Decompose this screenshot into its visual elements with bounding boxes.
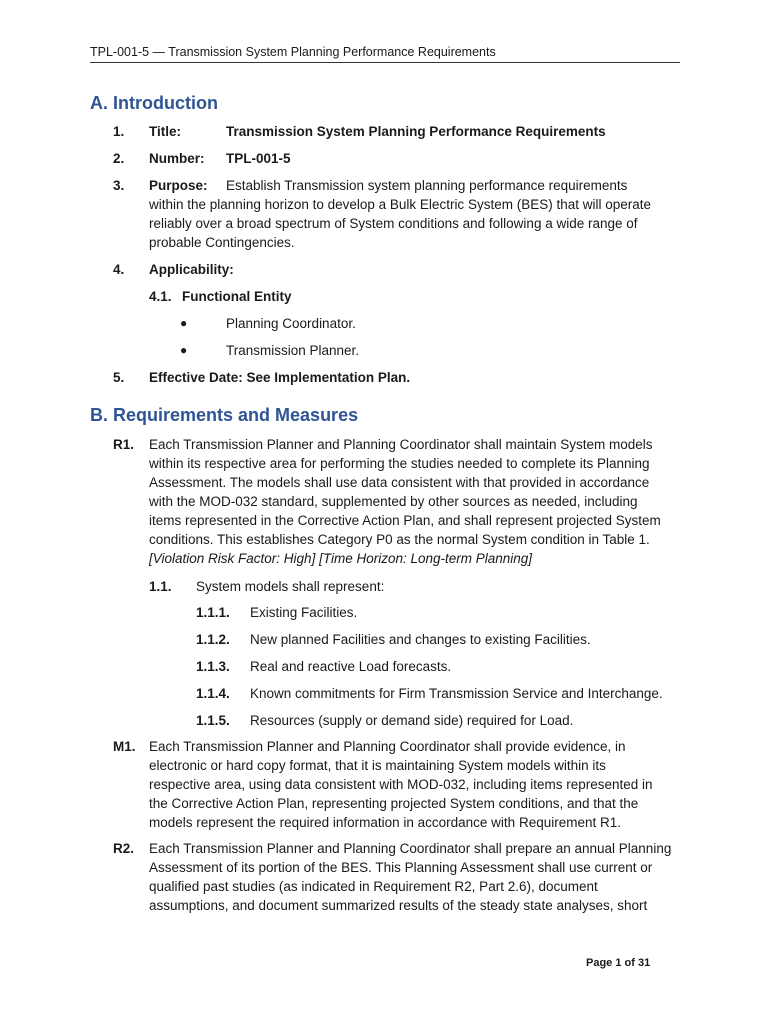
item-3-number: 3. bbox=[113, 178, 125, 193]
item-2-value: TPL-001-5 bbox=[226, 151, 291, 166]
bullet-text-2: Transmission Planner. bbox=[226, 343, 360, 358]
subpart-text: Resources (supply or demand side) required for Load. bbox=[250, 713, 574, 728]
item-1-label: Title: bbox=[149, 124, 182, 139]
subpart-text: Real and reactive Load forecasts. bbox=[250, 659, 452, 674]
item-1-value: Transmission System Planning Performance Requirements bbox=[226, 124, 606, 139]
item-1-number: 1. bbox=[113, 124, 125, 139]
r1-line-2: within its respective area for performing the studies needed to complete its Planning bbox=[149, 456, 650, 471]
running-header: TPL-001-5 — Transmission System Planning Performance Requirements bbox=[90, 45, 680, 63]
item-2-number: 2. bbox=[113, 151, 125, 166]
item-3-label: Purpose: bbox=[149, 178, 208, 193]
part-1-1-text: System models shall represent: bbox=[196, 579, 385, 594]
item-2-label: Number: bbox=[149, 151, 205, 166]
part-1-1-number: 1.1. bbox=[149, 579, 172, 594]
subpart-number: 1.1.5. bbox=[196, 713, 230, 728]
r1-line-3: Assessment. The models shall use data consistent with that provided in accordance bbox=[149, 475, 650, 490]
r1-line-5: items represented in the Corrective Action Plan, and shall represent projected System bbox=[149, 513, 661, 528]
r1-number: R1. bbox=[113, 437, 135, 452]
page-number: Page 1 of 31 bbox=[586, 957, 651, 969]
r2-line-1: Each Transmission Planner and Planning Coordinator shall prepare an annual Planning bbox=[149, 841, 672, 856]
r2-line-3: qualified past studies (as indicated in Requirement R2, Part 2.6), document bbox=[149, 879, 598, 894]
subpart-number: 1.1.1. bbox=[196, 605, 230, 620]
item-4-number: 4. bbox=[113, 262, 125, 277]
subitem-4-1-number: 4.1. bbox=[149, 289, 172, 304]
bullet-icon: ● bbox=[180, 343, 188, 357]
r1-line-1: Each Transmission Planner and Planning Coordinator shall maintain System models bbox=[149, 437, 653, 452]
subitem-4-1-label: Functional Entity bbox=[182, 289, 292, 304]
m1-line-4: the Corrective Action Plan, representing projected System conditions, and that the bbox=[149, 796, 639, 811]
subpart-number: 1.1.4. bbox=[196, 686, 230, 701]
m1-line-5: models represent the required information in accordance with Requirement R1. bbox=[149, 815, 621, 830]
subpart-text: New planned Facilities and changes to existing Facilities. bbox=[250, 632, 591, 647]
purpose-line-2: within the planning horizon to develop a Bulk Electric System (BES) that will operate bbox=[149, 197, 652, 212]
m1-line-2: electronic or hard copy format, that it is maintaining System models within its bbox=[149, 758, 606, 773]
m1-line-3: respective area, using data consistent with MOD-032, including items represented in bbox=[149, 777, 653, 792]
r1-line-4: with the MOD-032 standard, supplemented by other sources as needed, including bbox=[149, 494, 638, 509]
subpart-number: 1.1.2. bbox=[196, 632, 230, 647]
item-5-label: Effective Date: See Implementation Plan. bbox=[149, 370, 411, 385]
m1-line-1: Each Transmission Planner and Planning Coordinator shall provide evidence, in bbox=[149, 739, 626, 754]
bullet-icon: ● bbox=[180, 316, 188, 330]
item-4-label: Applicability: bbox=[149, 262, 234, 277]
r2-number: R2. bbox=[113, 841, 135, 856]
r1-risk-horizon: [Violation Risk Factor: High] [Time Horizon: Long-term Planning] bbox=[149, 551, 533, 566]
r1-line-6: conditions. This establishes Category P0 as the normal System condition in Table 1. bbox=[149, 532, 650, 547]
m1-number: M1. bbox=[113, 739, 136, 754]
section-b-heading: B. Requirements and Measures bbox=[90, 405, 359, 425]
bullet-text-1: Planning Coordinator. bbox=[226, 316, 356, 331]
subpart-text: Existing Facilities. bbox=[250, 605, 358, 620]
r2-line-4: assumptions, and document summarized results of the steady state analyses, short bbox=[149, 898, 648, 913]
subpart-text: Known commitments for Firm Transmission Service and Interchange. bbox=[250, 686, 663, 701]
subpart-number: 1.1.3. bbox=[196, 659, 230, 674]
purpose-line-3: reliably over a broad spectrum of System conditions and following a wide range of bbox=[149, 216, 638, 231]
purpose-line-1: Establish Transmission system planning performance requirements bbox=[226, 178, 628, 193]
section-a-heading: A. Introduction bbox=[90, 93, 218, 113]
item-5-number: 5. bbox=[113, 370, 125, 385]
r2-line-2: Assessment of its portion of the BES. This Planning Assessment shall use current or bbox=[149, 860, 653, 875]
purpose-line-4: probable Contingencies. bbox=[149, 235, 295, 250]
